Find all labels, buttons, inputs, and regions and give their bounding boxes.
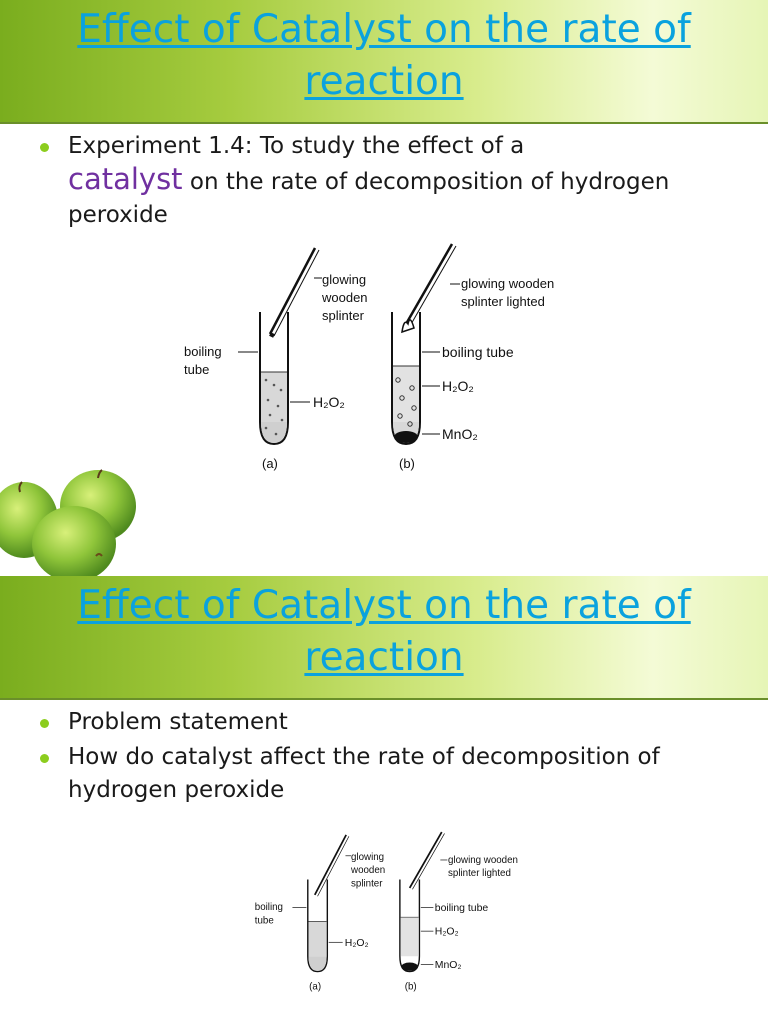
boiling-tube-label: boiling tube <box>442 344 514 360</box>
tube-a <box>255 835 385 993</box>
splinter-lighted-label-line1: glowing wooden <box>448 854 518 866</box>
splinter-lighted-label-line2: splinter lighted <box>448 868 511 880</box>
slide-title: Effect of Catalyst on the rate of reaction <box>77 7 691 104</box>
boiling-tube-label: boiling tube <box>434 902 489 914</box>
bullet-text: Problem statement <box>68 709 288 735</box>
bullet-list <box>40 706 740 809</box>
bullet-text-after: on the rate of decomposition of hydrogen peroxide <box>68 169 670 228</box>
tube-a <box>184 248 368 471</box>
test-tube-diagram <box>170 240 600 480</box>
mno2-label: MnO₂ <box>442 426 478 442</box>
tube-label-line1: boiling <box>184 344 222 359</box>
h2o2-label-b: H₂O₂ <box>434 926 459 938</box>
splinter-label-line2: wooden <box>351 865 386 877</box>
caption-a: (a) <box>262 456 278 471</box>
splinter-label-line2: wooden <box>322 290 368 305</box>
mno2-label: MnO₂ <box>434 960 462 972</box>
h2o2-label: H₂O₂ <box>313 394 345 410</box>
bullet-list <box>40 130 740 234</box>
tube-label-line1: boiling <box>254 902 283 914</box>
bullet-dot-icon <box>40 754 49 763</box>
bullet-text: How do catalyst affect the rate of decomposition of hydrogen peroxide <box>68 744 660 803</box>
tube-b <box>400 832 518 993</box>
splinter-lighted-label-line2: splinter lighted <box>461 294 545 309</box>
bullet-dot-icon <box>40 143 49 152</box>
slide-2 <box>0 576 768 1024</box>
splinter-label-line3: splinter <box>351 878 383 890</box>
emphasis-word: catalyst <box>68 162 183 196</box>
bullet-text-before: Experiment 1.4: To study the effect of a <box>68 133 525 159</box>
bullet-item <box>40 706 740 739</box>
splinter-label-line1: glowing <box>322 272 367 287</box>
caption-b: (b) <box>399 456 415 471</box>
h2o2-label: H₂O₂ <box>344 937 369 949</box>
splinter-lighted-label-line1: glowing wooden <box>461 276 555 291</box>
caption-a: (a) <box>309 981 322 993</box>
caption-b: (b) <box>404 981 417 993</box>
test-tube-diagram <box>245 828 545 998</box>
bullet-dot-icon <box>40 719 49 728</box>
green-apples-decoration <box>0 440 160 576</box>
slide-title: Effect of Catalyst on the rate of reaction <box>77 583 691 680</box>
tube-label-line2: tube <box>184 362 210 377</box>
bullet-item <box>40 741 740 807</box>
splinter-label-line3: splinter <box>322 308 364 323</box>
bullet-item <box>40 130 740 232</box>
tube-label-line2: tube <box>254 915 274 927</box>
tube-b <box>392 244 554 471</box>
splinter-label-line1: glowing <box>351 851 385 863</box>
h2o2-label-b: H₂O₂ <box>442 378 474 394</box>
